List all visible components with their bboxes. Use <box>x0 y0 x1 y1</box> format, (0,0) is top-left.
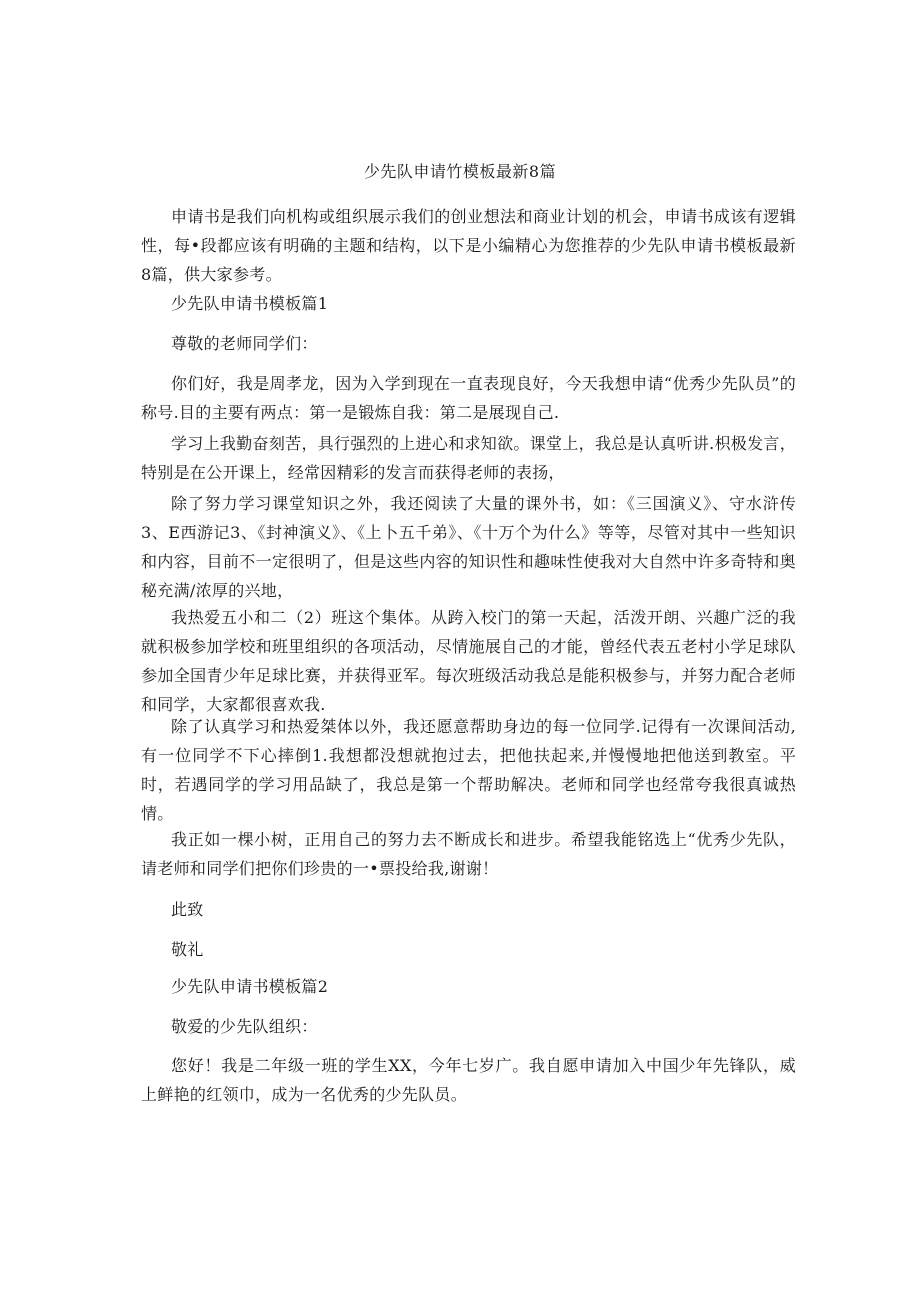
section1-paragraph-5: 除了认真学习和热爱桀体以外，我还愿意帮助身边的每一位同学.记得有一次课间活动,有一位同学不下心摔倒1.我想都没想就抱过去，把他扶起来,并慢慢地把他送到教室。平时，若遇同学的学习用品缺了，我总是第一个帮助解决。老师和同学也经常夸我很真诚热情。 <box>141 717 796 823</box>
section1-paragraph-3: 除了努力学习课堂知识之外，我还阅读了大量的课外书，如：《三国演义》、守水浒传3、E西游记3、《封神演义》、《上卜五千弟》、《十万个为什么》等等，尽管对其中一些知识和内容，目前不一定很明了，但是这些内容的知识性和趣味性使我对大自然中许多奇特和奥秘充满/浓厚的兴地， <box>141 494 796 600</box>
section1-salutation: 尊敬的老师同学们： <box>171 334 318 353</box>
section1-heading: 少先队申请书模板篇1 <box>171 294 329 313</box>
section1-paragraph-6: 我正如一棵小树，正用自己的努力去不断成长和进步。希望我能铭选上“优秀少先队，请老师和同学们把你们珍贵的一•票投给我,谢谢！ <box>141 830 796 878</box>
section1-closing-1: 此致 <box>171 900 204 919</box>
section1-paragraph-4: 我热爱五小和二（2）班这个集体。从跨入校门的第一天起，活泼开朗、兴趣广泛的我就积极参加学校和班里组织的各项活动，尽情施展自己的才能，曾经代表五老村小学足球队参加全国青少年足球比赛，并获得亚军。每次班级活动我总是能积极参与，并努力配合老师和同学，大家都很喜欢我. <box>141 608 796 714</box>
section1-paragraph-2: 学习上我勤奋刻苦，具行强烈的上进心和求知欲。课堂上，我总是认真听讲.枳极发言，特别是在公开课上，经常因精彩的发言而获得老师的表扬， <box>141 434 796 482</box>
document-title: 少先队申请竹模板最新8篇 <box>363 162 557 181</box>
section2-paragraph-1: 您好！我是二年级一班的学生XX，今年七岁广。我自愿申请加入中国少年先锋队，威上鲜艳的红领巾，成为一名优秀的少先队员。 <box>141 1056 796 1104</box>
section2-salutation: 敬爱的少先队组织： <box>171 1017 318 1036</box>
intro-paragraph: 申请书是我们向机构或组织展示我们的创业想法和商业计划的机会，申请书成该有逻辑性，每•段都应该有明确的主题和结构，以下是小编精心为您推荐的少先队申请书模板最新8篇，供大家参考。 <box>141 207 796 284</box>
section2-heading: 少先队申请书模板篇2 <box>171 977 329 996</box>
section1-closing-2: 敬礼 <box>171 940 204 959</box>
section1-paragraph-1: 你们好，我是周孝龙，因为入学到现在一直表现良好，今天我想申请“优秀少先队员”的称号.目的主要有两点：第一是锻炼自我：第二是展现自己. <box>141 374 796 422</box>
